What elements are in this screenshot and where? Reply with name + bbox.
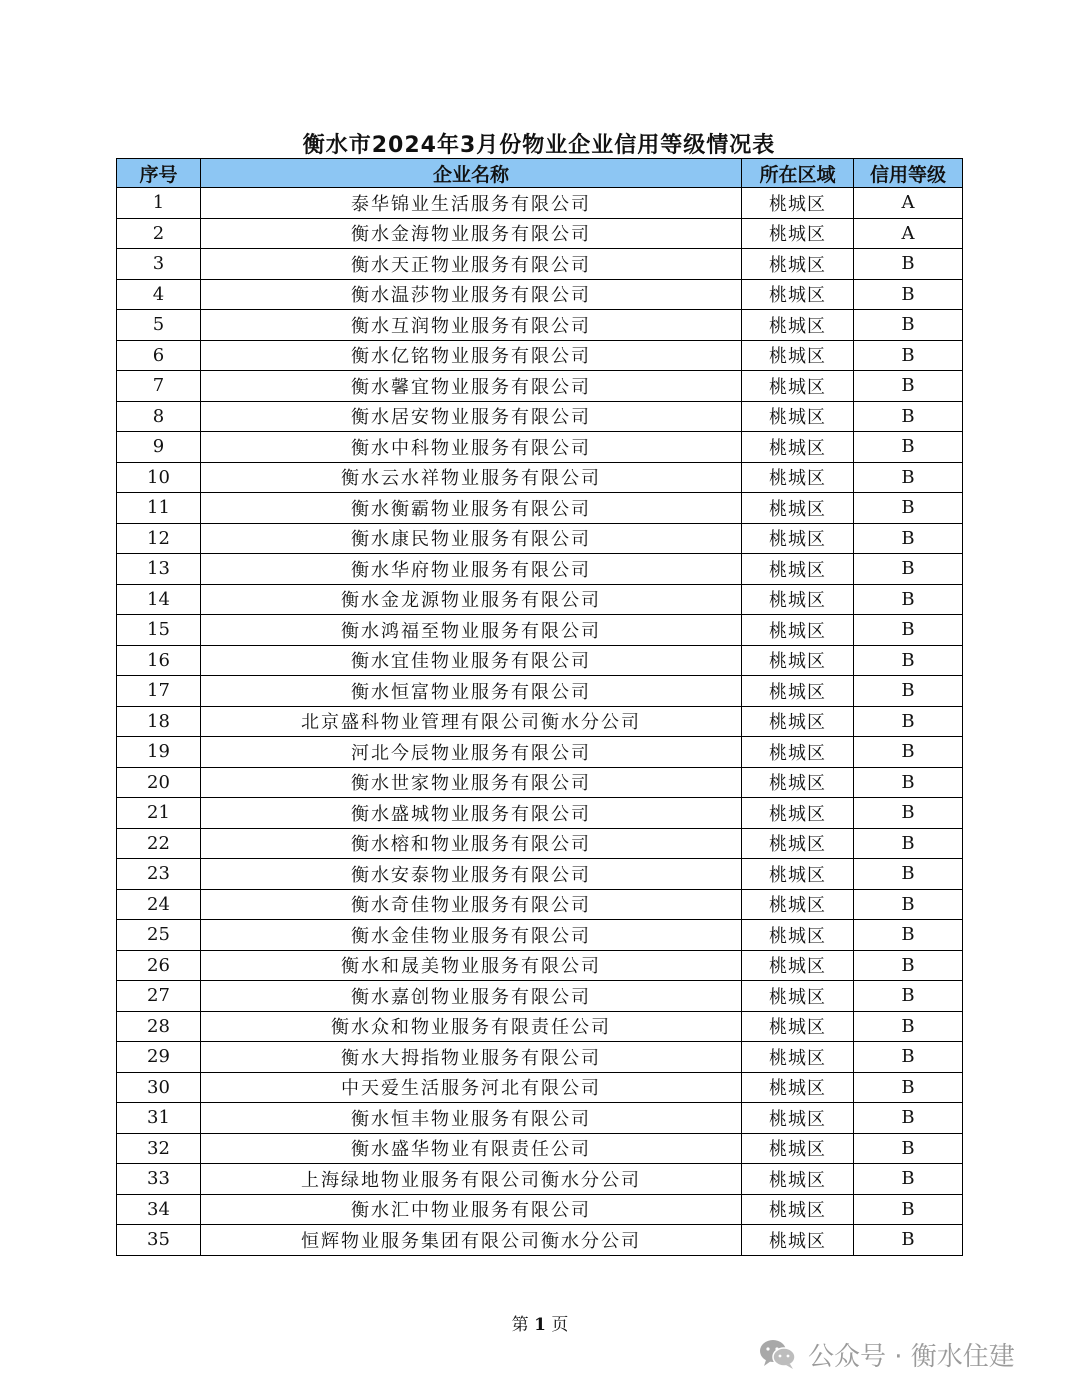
cell-serial-number: 8 [117,401,201,432]
cell-serial-number: 6 [117,340,201,371]
wechat-icon [758,1337,798,1371]
cell-serial-number: 3 [117,249,201,280]
cell-district: 桃城区 [742,249,854,280]
header-credit-grade: 信用等级 [854,159,963,188]
cell-district: 桃城区 [742,1133,854,1164]
cell-district: 桃城区 [742,371,854,402]
page-suffix: 页 [551,1315,569,1335]
table-row [117,1164,963,1195]
table-row [117,279,963,310]
cell-credit-grade: B [854,523,963,554]
table-row [117,1011,963,1042]
cell-company-name: 衡水大拇指物业服务有限公司 [201,1042,742,1073]
cell-district: 桃城区 [742,1103,854,1134]
cell-company-name: 衡水康民物业服务有限公司 [201,523,742,554]
table-row [117,859,963,890]
cell-company-name: 衡水榕和物业服务有限公司 [201,828,742,859]
cell-credit-grade: B [854,1072,963,1103]
cell-serial-number: 16 [117,645,201,676]
cell-credit-grade: B [854,340,963,371]
cell-company-name: 衡水嘉创物业服务有限公司 [201,981,742,1012]
cell-serial-number: 28 [117,1011,201,1042]
cell-company-name: 衡水众和物业服务有限责任公司 [201,1011,742,1042]
table-row [117,1042,963,1073]
cell-company-name: 衡水温莎物业服务有限公司 [201,279,742,310]
watermark-text: 公众号 · 衡水住建 [808,1341,1015,1372]
credit-rating-table [116,158,963,1256]
cell-company-name: 中天爱生活服务河北有限公司 [201,1072,742,1103]
table-row [117,554,963,585]
cell-district: 桃城区 [742,645,854,676]
cell-credit-grade: B [854,615,963,646]
cell-district: 桃城区 [742,1042,854,1073]
cell-company-name: 恒辉物业服务集团有限公司衡水分公司 [201,1225,742,1256]
cell-company-name: 衡水奇佳物业服务有限公司 [201,889,742,920]
cell-credit-grade: B [854,950,963,981]
cell-company-name: 衡水馨宜物业服务有限公司 [201,371,742,402]
cell-serial-number: 22 [117,828,201,859]
cell-district: 桃城区 [742,432,854,463]
cell-district: 桃城区 [742,828,854,859]
table-row [117,889,963,920]
cell-district: 桃城区 [742,767,854,798]
cell-credit-grade: B [854,798,963,829]
cell-company-name: 衡水云水祥物业服务有限公司 [201,462,742,493]
cell-company-name: 衡水金海物业服务有限公司 [201,218,742,249]
cell-credit-grade: B [854,920,963,951]
cell-credit-grade: B [854,279,963,310]
cell-company-name: 泰华锦业生活服务有限公司 [201,188,742,219]
cell-credit-grade: B [854,1103,963,1134]
cell-serial-number: 10 [117,462,201,493]
cell-credit-grade: B [854,249,963,280]
cell-serial-number: 4 [117,279,201,310]
cell-credit-grade: B [854,584,963,615]
cell-company-name: 衡水衡霸物业服务有限公司 [201,493,742,524]
table-row [117,920,963,951]
cell-company-name: 衡水安泰物业服务有限公司 [201,859,742,890]
cell-district: 桃城区 [742,981,854,1012]
cell-company-name: 衡水华府物业服务有限公司 [201,554,742,585]
page-number-value: 1 [534,1315,546,1335]
table-row [117,1133,963,1164]
table-row [117,1072,963,1103]
table-row [117,249,963,280]
cell-credit-grade: B [854,981,963,1012]
page-prefix: 第 [511,1315,529,1335]
cell-credit-grade: B [854,493,963,524]
cell-district: 桃城区 [742,462,854,493]
table-row [117,371,963,402]
cell-district: 桃城区 [742,920,854,951]
cell-company-name: 衡水恒丰物业服务有限公司 [201,1103,742,1134]
cell-district: 桃城区 [742,310,854,341]
cell-serial-number: 14 [117,584,201,615]
table-row [117,1225,963,1256]
cell-serial-number: 26 [117,950,201,981]
cell-company-name: 衡水宜佳物业服务有限公司 [201,645,742,676]
cell-company-name: 衡水汇中物业服务有限公司 [201,1194,742,1225]
cell-company-name: 衡水金龙源物业服务有限公司 [201,584,742,615]
cell-credit-grade: B [854,889,963,920]
cell-district: 桃城区 [742,950,854,981]
header-company-name: 企业名称 [201,159,742,188]
cell-serial-number: 30 [117,1072,201,1103]
table-row [117,981,963,1012]
cell-district: 桃城区 [742,554,854,585]
cell-serial-number: 31 [117,1103,201,1134]
cell-credit-grade: B [854,859,963,890]
cell-credit-grade: B [854,1011,963,1042]
cell-serial-number: 20 [117,767,201,798]
cell-credit-grade: B [854,676,963,707]
cell-district: 桃城区 [742,615,854,646]
cell-serial-number: 7 [117,371,201,402]
cell-credit-grade: B [854,1164,963,1195]
cell-serial-number: 25 [117,920,201,951]
table-row [117,950,963,981]
cell-company-name: 衡水亿铭物业服务有限公司 [201,340,742,371]
cell-credit-grade: A [854,218,963,249]
cell-company-name: 衡水和晟美物业服务有限公司 [201,950,742,981]
cell-district: 桃城区 [742,279,854,310]
header-serial-number: 序号 [117,159,201,188]
cell-serial-number: 5 [117,310,201,341]
cell-district: 桃城区 [742,188,854,219]
table-row [117,188,963,219]
table-row [117,584,963,615]
table-row [117,462,963,493]
cell-district: 桃城区 [742,523,854,554]
table-row [117,432,963,463]
cell-credit-grade: B [854,737,963,768]
cell-district: 桃城区 [742,676,854,707]
cell-serial-number: 2 [117,218,201,249]
cell-credit-grade: B [854,828,963,859]
cell-company-name: 衡水鸿福至物业服务有限公司 [201,615,742,646]
cell-credit-grade: B [854,767,963,798]
cell-district: 桃城区 [742,1164,854,1195]
header-district: 所在区域 [742,159,854,188]
cell-serial-number: 21 [117,798,201,829]
table-row [117,615,963,646]
cell-serial-number: 33 [117,1164,201,1195]
table-row [117,340,963,371]
cell-credit-grade: B [854,1133,963,1164]
cell-company-name: 衡水世家物业服务有限公司 [201,767,742,798]
table-row [117,798,963,829]
cell-serial-number: 12 [117,523,201,554]
table-row [117,706,963,737]
table-row [117,1103,963,1134]
cell-credit-grade: B [854,401,963,432]
cell-district: 桃城区 [742,493,854,524]
cell-district: 桃城区 [742,889,854,920]
cell-credit-grade: B [854,1042,963,1073]
cell-serial-number: 35 [117,1225,201,1256]
cell-serial-number: 19 [117,737,201,768]
cell-serial-number: 1 [117,188,201,219]
cell-credit-grade: B [854,310,963,341]
table-row [117,737,963,768]
cell-credit-grade: B [854,1225,963,1256]
table-row [117,828,963,859]
cell-company-name: 衡水恒富物业服务有限公司 [201,676,742,707]
page-title: 衡水市2024年3月份物业企业信用等级情况表 [302,133,776,158]
cell-district: 桃城区 [742,706,854,737]
table-row [117,310,963,341]
table-row [117,1194,963,1225]
cell-serial-number: 18 [117,706,201,737]
cell-district: 桃城区 [742,1194,854,1225]
cell-serial-number: 27 [117,981,201,1012]
cell-company-name: 衡水天正物业服务有限公司 [201,249,742,280]
cell-credit-grade: B [854,645,963,676]
cell-district: 桃城区 [742,218,854,249]
cell-serial-number: 32 [117,1133,201,1164]
watermark [758,1336,1015,1372]
cell-company-name: 衡水盛华物业有限责任公司 [201,1133,742,1164]
cell-serial-number: 34 [117,1194,201,1225]
table-row [117,523,963,554]
cell-serial-number: 11 [117,493,201,524]
table-row [117,767,963,798]
cell-serial-number: 24 [117,889,201,920]
cell-credit-grade: B [854,371,963,402]
cell-serial-number: 15 [117,615,201,646]
cell-serial-number: 29 [117,1042,201,1073]
cell-district: 桃城区 [742,1011,854,1042]
cell-company-name: 衡水盛城物业服务有限公司 [201,798,742,829]
cell-serial-number: 17 [117,676,201,707]
cell-credit-grade: A [854,188,963,219]
cell-company-name: 北京盛科物业管理有限公司衡水分公司 [201,706,742,737]
cell-company-name: 河北今辰物业服务有限公司 [201,737,742,768]
table-row [117,401,963,432]
cell-company-name: 衡水金佳物业服务有限公司 [201,920,742,951]
cell-serial-number: 9 [117,432,201,463]
cell-district: 桃城区 [742,401,854,432]
cell-district: 桃城区 [742,859,854,890]
cell-district: 桃城区 [742,584,854,615]
cell-district: 桃城区 [742,737,854,768]
cell-credit-grade: B [854,462,963,493]
cell-company-name: 衡水互润物业服务有限公司 [201,310,742,341]
table-row [117,676,963,707]
cell-credit-grade: B [854,554,963,585]
table-row [117,493,963,524]
page-number [0,1310,1080,1335]
table-header-row [117,159,963,188]
cell-company-name: 衡水中科物业服务有限公司 [201,432,742,463]
cell-district: 桃城区 [742,1072,854,1103]
cell-district: 桃城区 [742,340,854,371]
cell-district: 桃城区 [742,798,854,829]
cell-company-name: 上海绿地物业服务有限公司衡水分公司 [201,1164,742,1195]
cell-credit-grade: B [854,706,963,737]
cell-company-name: 衡水居安物业服务有限公司 [201,401,742,432]
cell-credit-grade: B [854,1194,963,1225]
cell-serial-number: 23 [117,859,201,890]
table-body [117,188,963,1256]
cell-credit-grade: B [854,432,963,463]
cell-district: 桃城区 [742,1225,854,1256]
cell-serial-number: 13 [117,554,201,585]
table-row [117,218,963,249]
table-row [117,645,963,676]
